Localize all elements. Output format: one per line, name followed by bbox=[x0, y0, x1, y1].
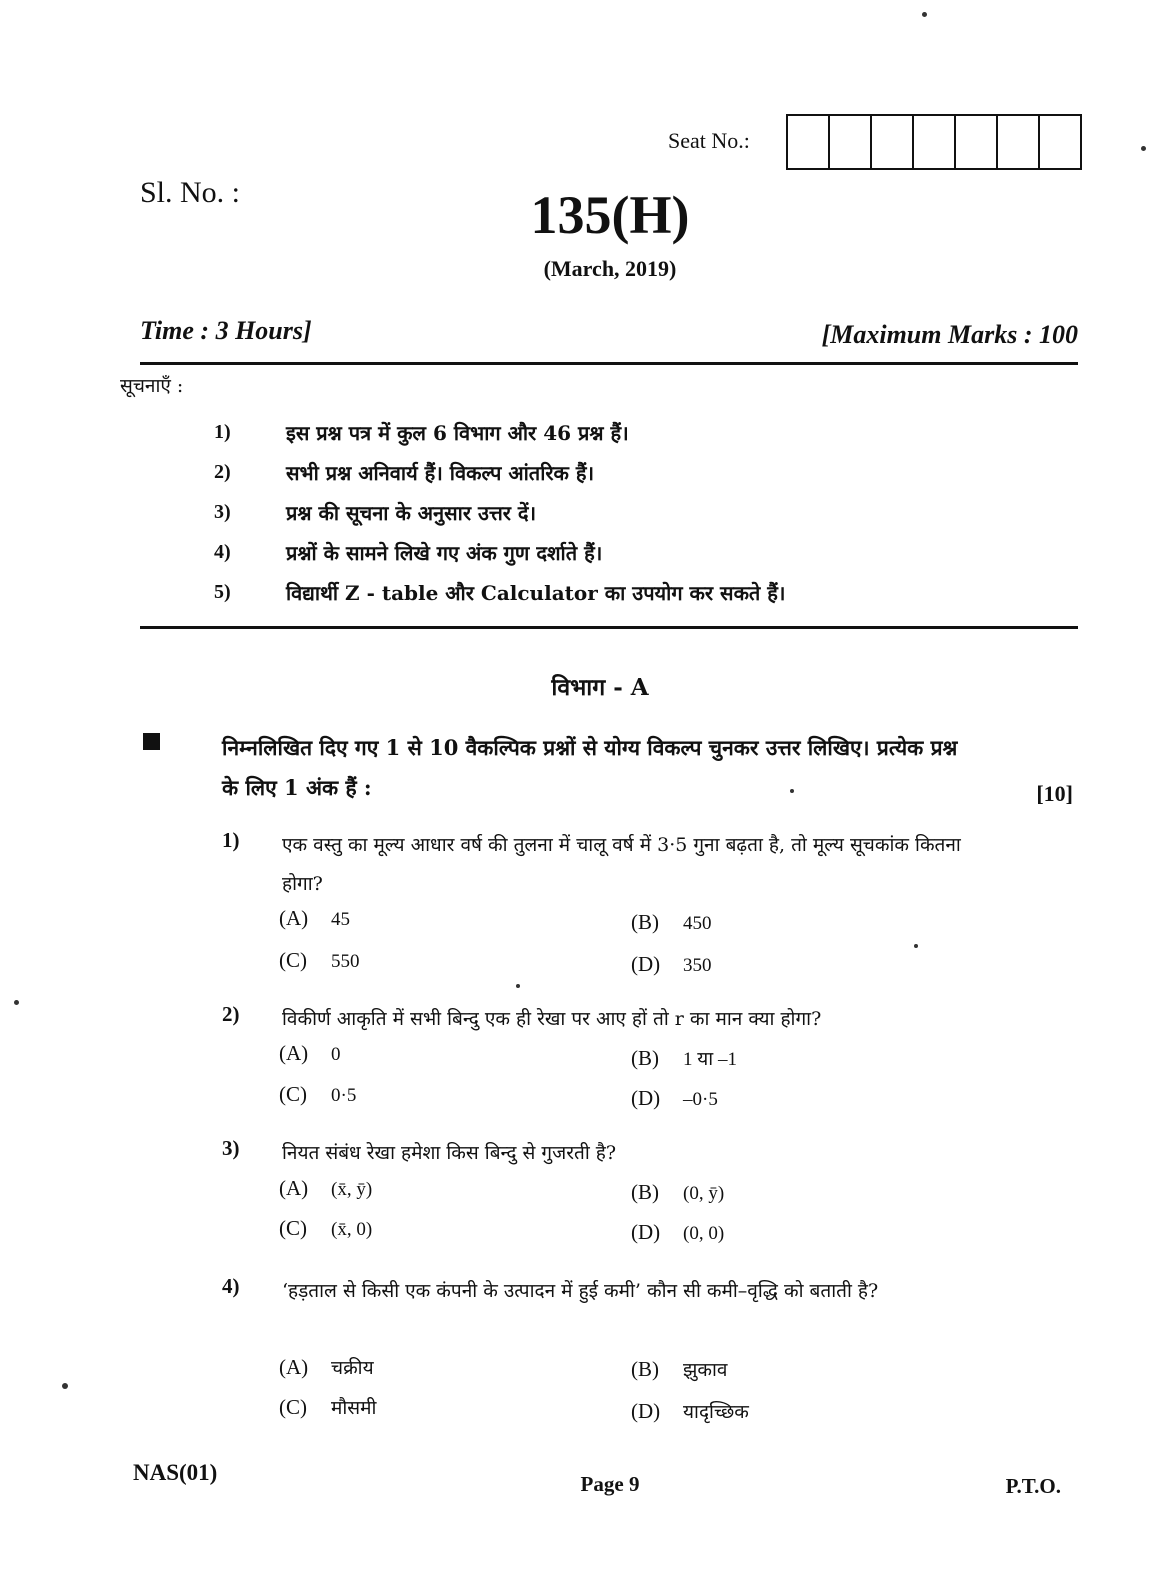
question-text: ‘हड़ताल से किसी एक कंपनी के उत्पादन में हुई कमी’ कौन सी कमी–वृद्धि को बताती है? bbox=[282, 1280, 879, 1302]
option-label: (C) bbox=[279, 1395, 307, 1419]
question-block bbox=[222, 1134, 982, 1254]
section-title: विभाग - A bbox=[551, 674, 649, 701]
option-a bbox=[279, 1354, 374, 1380]
option-value: चक्रीय bbox=[331, 1358, 374, 1379]
header-divider bbox=[140, 362, 1078, 365]
option-label: (D) bbox=[631, 1399, 661, 1423]
instructions-divider bbox=[140, 626, 1078, 629]
instruction-number: 3) bbox=[214, 500, 231, 523]
option-value: (0, 0) bbox=[683, 1223, 725, 1244]
option-a bbox=[279, 1176, 372, 1201]
option-value: मौसमी bbox=[331, 1398, 377, 1419]
question-number: 3) bbox=[222, 1136, 240, 1160]
option-d bbox=[631, 1398, 749, 1424]
option-label: (C) bbox=[279, 1216, 307, 1240]
option-value: झुकाव bbox=[683, 1360, 728, 1381]
section-marks: [10] bbox=[1036, 781, 1073, 806]
option-a bbox=[279, 906, 350, 931]
option-c bbox=[279, 1082, 356, 1107]
scan-speck bbox=[62, 1383, 68, 1389]
option-a bbox=[279, 1041, 341, 1066]
option-value: –0·5 bbox=[683, 1089, 718, 1110]
seat-number-label: Seat No.: bbox=[668, 128, 750, 153]
instruction-item bbox=[214, 572, 974, 612]
option-label: (A) bbox=[279, 1355, 309, 1379]
question-number: 4) bbox=[222, 1274, 240, 1298]
page-number: Page 9 bbox=[580, 1472, 640, 1496]
option-label: (A) bbox=[279, 1176, 309, 1200]
option-label: (B) bbox=[631, 1046, 659, 1070]
option-value: 45 bbox=[331, 909, 350, 930]
option-value: 450 bbox=[683, 913, 712, 934]
instructions-list bbox=[214, 412, 974, 612]
option-b bbox=[631, 910, 712, 935]
seat-digit-box bbox=[872, 116, 914, 168]
option-d bbox=[631, 1086, 718, 1111]
instructions-heading: सूचनाएँ : bbox=[120, 375, 184, 397]
option-b bbox=[631, 1045, 737, 1071]
option-label: (A) bbox=[279, 1041, 309, 1065]
seat-digit-box bbox=[956, 116, 998, 168]
seat-number-boxes bbox=[786, 114, 1082, 170]
seat-digit-box bbox=[998, 116, 1040, 168]
instruction-number: 4) bbox=[214, 540, 231, 563]
instruction-item bbox=[214, 452, 974, 492]
instruction-text: प्रश्न की सूचना के अनुसार उत्तर दें। bbox=[286, 500, 537, 525]
instruction-item bbox=[214, 412, 974, 452]
question-text: विकीर्ण आकृति में सभी बिन्दु एक ही रेखा पर आए हों तो r का मान क्या होगा? bbox=[282, 1008, 822, 1030]
instruction-text: प्रश्नों के सामने लिखे गए अंक गुण दर्शाते हैं। bbox=[286, 540, 603, 565]
instruction-text: विद्यार्थी Z - table और Calculator का उपयोग कर सकते हैं। bbox=[286, 580, 786, 605]
option-b bbox=[631, 1180, 724, 1205]
option-b bbox=[631, 1356, 727, 1382]
option-value: (x̄, 0) bbox=[331, 1219, 373, 1240]
footer-code: NAS(01) bbox=[133, 1460, 218, 1485]
question-number: 2) bbox=[222, 1002, 240, 1026]
instruction-number: 2) bbox=[214, 460, 231, 483]
option-label: (B) bbox=[631, 1180, 659, 1204]
option-label: (D) bbox=[631, 1086, 661, 1110]
paper-code: 135(H) bbox=[530, 185, 690, 245]
scan-speck bbox=[790, 789, 794, 793]
serial-number-label: Sl. No. : bbox=[140, 176, 241, 209]
option-value: 350 bbox=[683, 955, 712, 976]
option-value: (0, ȳ) bbox=[683, 1183, 725, 1204]
instruction-number: 1) bbox=[214, 420, 231, 443]
seat-digit-box bbox=[914, 116, 956, 168]
question-text: एक वस्तु का मूल्य आधार वर्ष की तुलना में चालू वर्ष में 3·5 गुना बढ़ता है, तो मूल्य सूचकांक कितना होगा? bbox=[282, 834, 961, 895]
question-block bbox=[222, 1268, 982, 1438]
question-number: 1) bbox=[222, 828, 240, 852]
instruction-text: इस प्रश्न पत्र में कुल 6 विभाग और 46 प्रश्न हैं। bbox=[286, 420, 629, 445]
option-value: 1 या –1 bbox=[683, 1049, 737, 1070]
paper-date: (March, 2019) bbox=[543, 256, 677, 281]
seat-digit-box bbox=[830, 116, 872, 168]
option-c bbox=[279, 1394, 376, 1420]
option-label: (D) bbox=[631, 1220, 661, 1244]
scan-speck bbox=[914, 944, 918, 948]
option-label: (B) bbox=[631, 1357, 659, 1381]
question-text: नियत संबंध रेखा हमेशा किस बिन्दु से गुजरती है? bbox=[282, 1142, 617, 1164]
option-value: (x̄, ȳ) bbox=[331, 1179, 373, 1200]
instruction-text: सभी प्रश्न अनिवार्य हैं। विकल्प आंतरिक हैं। bbox=[286, 460, 595, 485]
seat-digit-box bbox=[1040, 116, 1080, 168]
option-label: (C) bbox=[279, 948, 307, 972]
option-label: (A) bbox=[279, 906, 309, 930]
option-value: यादृच्छिक bbox=[683, 1402, 749, 1423]
scan-speck bbox=[516, 984, 520, 988]
square-bullet-icon bbox=[143, 733, 160, 750]
section-instructions: निम्नलिखित दिए गए 1 से 10 वैकल्पिक प्रश्नों से योग्य विकल्प चुनकर उत्तर लिखिए। प्रत्येक प्रश्न के लिए 1 अंक हैं : bbox=[222, 735, 958, 800]
scan-speck bbox=[14, 1000, 19, 1005]
exam-time: Time : 3 Hours] bbox=[140, 316, 312, 345]
option-c bbox=[279, 1216, 372, 1241]
option-label: (C) bbox=[279, 1082, 307, 1106]
scan-speck bbox=[1141, 146, 1146, 151]
question-block bbox=[222, 1000, 982, 1120]
question-block bbox=[222, 826, 982, 986]
option-d bbox=[631, 1220, 724, 1245]
instruction-item bbox=[214, 532, 974, 572]
option-value: 0·5 bbox=[331, 1085, 357, 1106]
seat-digit-box bbox=[788, 116, 830, 168]
instruction-item bbox=[214, 492, 974, 532]
option-label: (D) bbox=[631, 952, 661, 976]
scan-speck bbox=[922, 12, 927, 17]
maximum-marks: [Maximum Marks : 100 bbox=[821, 320, 1078, 349]
option-value: 0 bbox=[331, 1044, 341, 1065]
option-label: (B) bbox=[631, 910, 659, 934]
option-c bbox=[279, 948, 360, 973]
please-turn-over: P.T.O. bbox=[1005, 1474, 1061, 1498]
option-d bbox=[631, 952, 712, 977]
instruction-number: 5) bbox=[214, 580, 231, 603]
option-value: 550 bbox=[331, 951, 360, 972]
